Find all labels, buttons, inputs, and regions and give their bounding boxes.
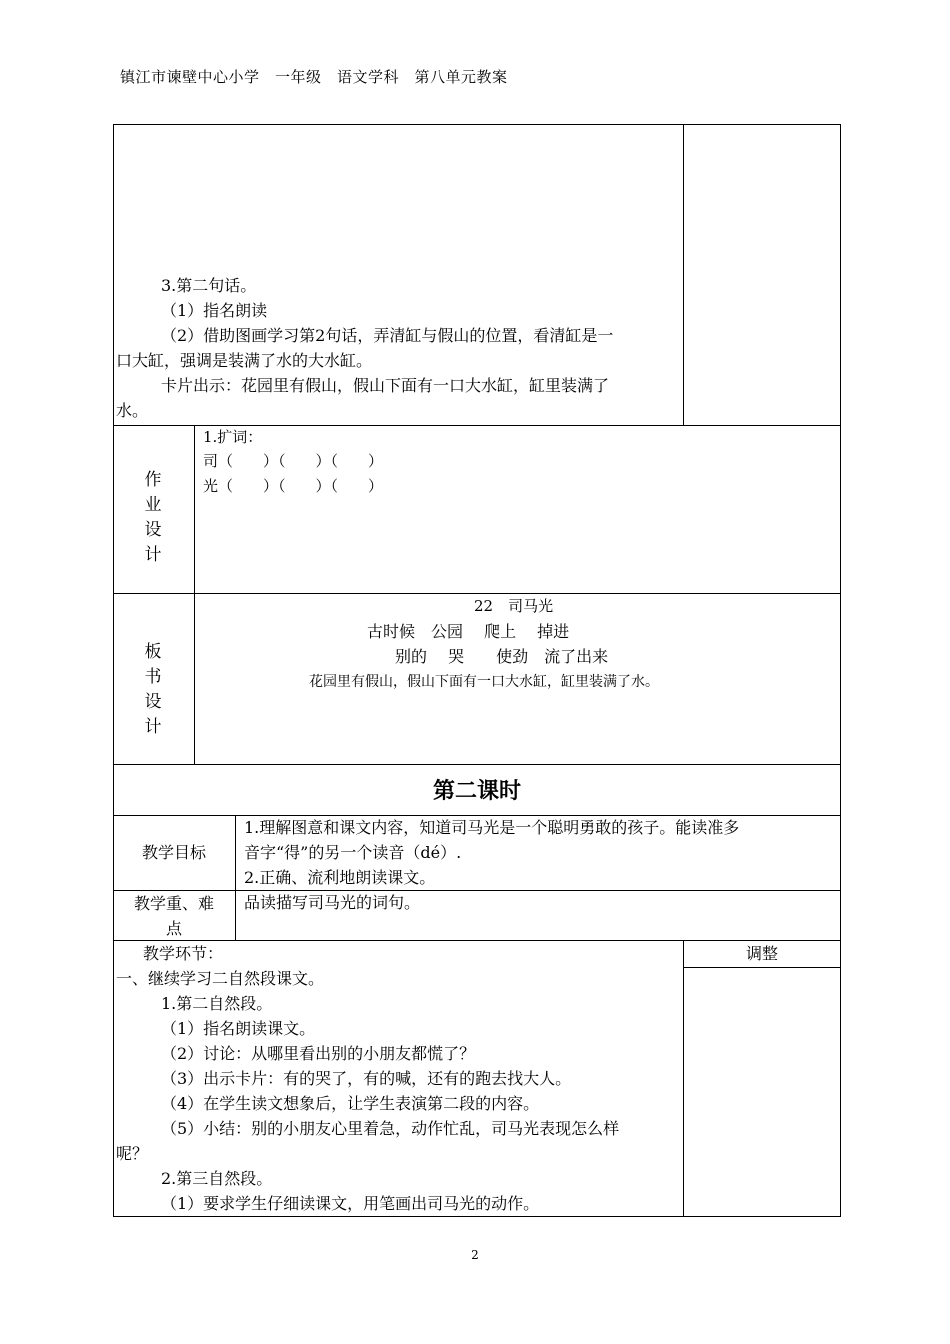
step-line: （1）要求学生仔细读课文，用笔画出司马光的动作。 xyxy=(161,1194,540,1213)
board-title: 22 司马光 xyxy=(474,597,554,615)
key-points-label: 教学重、难 点 xyxy=(133,894,214,938)
homework-line: 1.扩词： xyxy=(203,428,263,446)
page-number: 2 xyxy=(471,1248,479,1262)
step-line: 2.第三自然段。 xyxy=(161,1169,273,1188)
lesson2-title: 第二课时 xyxy=(432,779,521,804)
key-points-text: 品读描写司马光的词句。 xyxy=(244,893,421,912)
step-line: （5）小结：别的小朋友心里着急，动作忙乱，司马光表现怎么样 xyxy=(161,1119,620,1138)
step-line: （2）讨论：从哪里看出别的小朋友都慌了？ xyxy=(161,1044,476,1063)
step-line: 一、继续学习二自然段课文。 xyxy=(116,969,325,988)
goal-line: 2.正确、流利地朗读课文。 xyxy=(244,868,436,887)
step-line: （3）出示卡片：有的哭了，有的喊，还有的跑去找大人。 xyxy=(161,1069,572,1088)
section1-line: （1）指名朗读 xyxy=(161,301,268,320)
board-line-1: 古时候 公园 爬上 掉进 xyxy=(367,622,570,641)
section1-line: 3.第二句话。 xyxy=(161,276,257,295)
section1-line: （2）借助图画学习第2句话，弄清缸与假山的位置，看清缸是一 xyxy=(161,326,614,345)
steps-label: 教学环节： xyxy=(143,944,224,963)
adjust-label: 调整 xyxy=(745,944,778,963)
goals-label: 教学目标 xyxy=(141,843,206,862)
document-header: 镇江市谏壁中心小学 一年级 语文学科 第八单元教案 xyxy=(120,68,508,86)
step-line: 1.第二自然段。 xyxy=(161,994,273,1013)
section1-line: 卡片出示：花园里有假山，假山下面有一口大水缸，缸里装满了 xyxy=(161,376,610,395)
step-line: （1）指名朗读课文。 xyxy=(161,1019,316,1038)
step-line: 呢？ xyxy=(116,1144,149,1163)
step-line: （4）在学生读文想象后，让学生表演第二段的内容。 xyxy=(161,1094,540,1113)
homework-line: 光（ ）（ ）（ ） xyxy=(203,477,384,495)
goal-line: 音字“得”的另一个读音（dé）. xyxy=(244,843,462,862)
board-line-2: 别的 哭 使劲 流了出来 xyxy=(395,647,609,666)
homework-line: 司（ ）（ ）（ ） xyxy=(203,452,384,470)
board-line-3: 花园里有假山，假山下面有一口大水缸，缸里装满了水。 xyxy=(309,674,659,690)
section1-line: 口大缸，强调是装满了水的大水缸。 xyxy=(116,351,373,370)
goal-line: 1.理解图意和课文内容，知道司马光是一个聪明勇敢的孩子。能读准多 xyxy=(244,818,740,837)
section1-line: 水。 xyxy=(116,401,149,420)
